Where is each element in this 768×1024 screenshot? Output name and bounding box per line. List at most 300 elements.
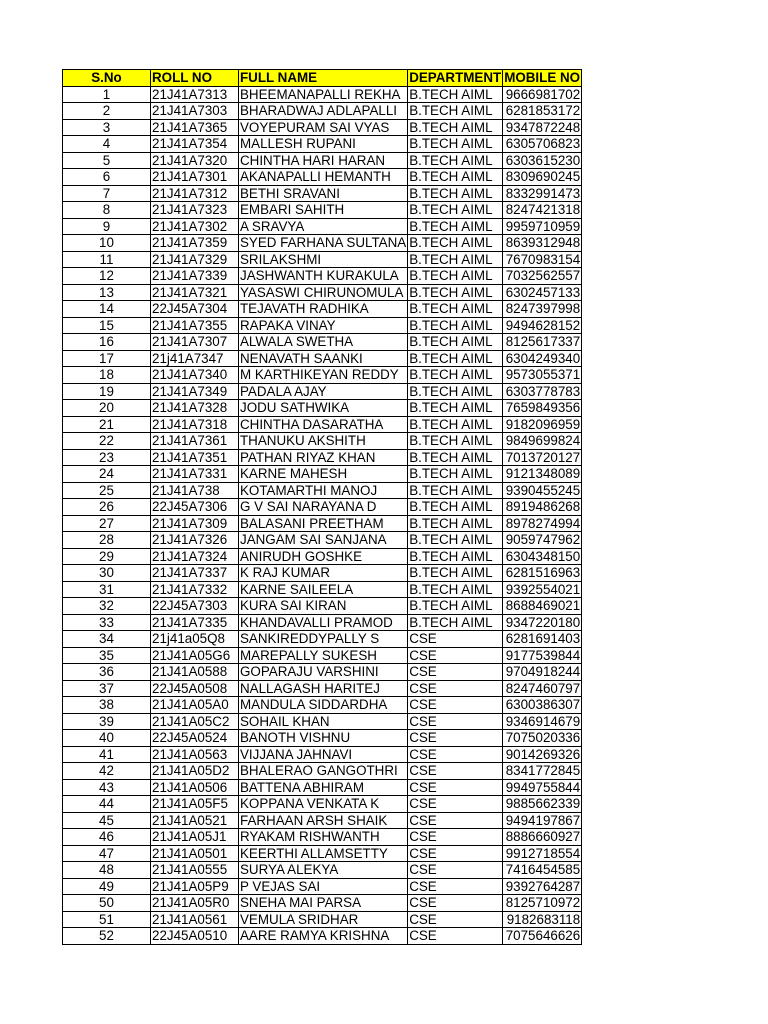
table-row bbox=[63, 268, 582, 285]
cell-roll-no[interactable]: 21J41A0501 bbox=[151, 845, 239, 862]
cell-department[interactable]: B.TECH AIML bbox=[408, 614, 503, 631]
cell-department[interactable]: B.TECH AIML bbox=[408, 433, 503, 450]
cell-department[interactable]: B.TECH AIML bbox=[408, 466, 503, 483]
cell-sno[interactable]: 40 bbox=[63, 730, 151, 747]
cell-department[interactable]: B.TECH AIML bbox=[408, 598, 503, 615]
cell-sno[interactable]: 4 bbox=[63, 136, 151, 153]
cell-full-name[interactable]: G V SAI NARAYANA D bbox=[239, 499, 408, 516]
cell-mobile-no[interactable]: 9573055371 bbox=[503, 367, 582, 384]
cell-mobile-no[interactable]: 9347220180 bbox=[503, 614, 582, 631]
cell-full-name[interactable]: KHANDAVALLI PRAMOD bbox=[239, 614, 408, 631]
cell-sno[interactable]: 39 bbox=[63, 713, 151, 730]
cell-sno[interactable]: 23 bbox=[63, 449, 151, 466]
cell-department[interactable]: CSE bbox=[408, 680, 503, 697]
cell-sno[interactable]: 31 bbox=[63, 581, 151, 598]
cell-department[interactable]: B.TECH AIML bbox=[408, 235, 503, 252]
cell-sno[interactable]: 52 bbox=[63, 928, 151, 945]
cell-full-name[interactable]: BANOTH VISHNU bbox=[239, 730, 408, 747]
cell-mobile-no[interactable]: 9182096959 bbox=[503, 416, 582, 433]
table-row bbox=[63, 350, 582, 367]
cell-roll-no[interactable]: 21J41A7355 bbox=[151, 317, 239, 334]
cell-roll-no[interactable]: 22J45A0510 bbox=[151, 928, 239, 945]
cell-mobile-no[interactable]: 8247460797 bbox=[503, 680, 582, 697]
table-row bbox=[63, 763, 582, 780]
cell-mobile-no[interactable]: 8247421318 bbox=[503, 202, 582, 219]
cell-full-name[interactable]: PATHAN RIYAZ KHAN bbox=[239, 449, 408, 466]
cell-department[interactable]: B.TECH AIML bbox=[408, 383, 503, 400]
cell-mobile-no[interactable]: 9177539844 bbox=[503, 647, 582, 664]
cell-roll-no[interactable]: 21J41A05J1 bbox=[151, 829, 239, 846]
cell-department[interactable]: B.TECH AIML bbox=[408, 103, 503, 120]
cell-sno[interactable]: 25 bbox=[63, 482, 151, 499]
table-row bbox=[63, 317, 582, 334]
cell-full-name[interactable]: ANIRUDH GOSHKE bbox=[239, 548, 408, 565]
cell-mobile-no[interactable]: 9014269326 bbox=[503, 746, 582, 763]
cell-department[interactable]: B.TECH AIML bbox=[408, 515, 503, 532]
table-row bbox=[63, 334, 582, 351]
cell-department[interactable]: CSE bbox=[408, 664, 503, 681]
cell-mobile-no[interactable]: 8341772845 bbox=[503, 763, 582, 780]
cell-sno[interactable]: 44 bbox=[63, 796, 151, 813]
header-sno[interactable]: S.No bbox=[63, 70, 151, 87]
cell-roll-no[interactable]: 21J41A7340 bbox=[151, 367, 239, 384]
cell-roll-no[interactable]: 21J41A7320 bbox=[151, 152, 239, 169]
cell-mobile-no[interactable]: 8688469021 bbox=[503, 598, 582, 615]
cell-department[interactable]: CSE bbox=[408, 796, 503, 813]
cell-full-name[interactable]: GOPARAJU VARSHINI bbox=[239, 664, 408, 681]
cell-full-name[interactable]: KEERTHI ALLAMSETTY bbox=[239, 845, 408, 862]
cell-roll-no[interactable]: 21J41A738 bbox=[151, 482, 239, 499]
cell-department[interactable]: B.TECH AIML bbox=[408, 482, 503, 499]
table-row bbox=[63, 416, 582, 433]
cell-roll-no[interactable]: 21J41A0563 bbox=[151, 746, 239, 763]
cell-sno[interactable]: 11 bbox=[63, 251, 151, 268]
cell-full-name[interactable]: FARHAAN ARSH SHAIK bbox=[239, 812, 408, 829]
cell-sno[interactable]: 28 bbox=[63, 532, 151, 549]
cell-sno[interactable]: 13 bbox=[63, 284, 151, 301]
table-row bbox=[63, 664, 582, 681]
cell-roll-no[interactable]: 21J41A0521 bbox=[151, 812, 239, 829]
cell-roll-no[interactable]: 22J45A7303 bbox=[151, 598, 239, 615]
cell-department[interactable]: B.TECH AIML bbox=[408, 152, 503, 169]
cell-roll-no[interactable]: 21J41A7307 bbox=[151, 334, 239, 351]
cell-mobile-no[interactable]: 6300386307 bbox=[503, 697, 582, 714]
table-row bbox=[63, 284, 582, 301]
cell-department[interactable]: CSE bbox=[408, 779, 503, 796]
cell-mobile-no[interactable]: 7032562557 bbox=[503, 268, 582, 285]
cell-full-name[interactable]: BATTENA ABHIRAM bbox=[239, 779, 408, 796]
cell-sno[interactable]: 35 bbox=[63, 647, 151, 664]
cell-mobile-no[interactable]: 9392764287 bbox=[503, 878, 582, 895]
table-row bbox=[63, 152, 582, 169]
cell-sno[interactable]: 17 bbox=[63, 350, 151, 367]
cell-department[interactable]: CSE bbox=[408, 895, 503, 912]
cell-mobile-no[interactable]: 8639312948 bbox=[503, 235, 582, 252]
cell-department[interactable]: B.TECH AIML bbox=[408, 367, 503, 384]
cell-mobile-no[interactable]: 6303778783 bbox=[503, 383, 582, 400]
cell-mobile-no[interactable]: 6304249340 bbox=[503, 350, 582, 367]
cell-full-name[interactable]: M KARTHIKEYAN REDDY bbox=[239, 367, 408, 384]
table-row bbox=[63, 697, 582, 714]
cell-department[interactable]: B.TECH AIML bbox=[408, 86, 503, 103]
header-full-name[interactable]: FULL NAME bbox=[239, 70, 408, 87]
cell-sno[interactable]: 48 bbox=[63, 862, 151, 879]
cell-sno[interactable]: 37 bbox=[63, 680, 151, 697]
cell-full-name[interactable]: SURYA ALEKYA bbox=[239, 862, 408, 879]
cell-mobile-no[interactable]: 7075646626 bbox=[503, 928, 582, 945]
cell-mobile-no[interactable]: 9885662339 bbox=[503, 796, 582, 813]
cell-mobile-no[interactable]: 7013720127 bbox=[503, 449, 582, 466]
cell-sno[interactable]: 15 bbox=[63, 317, 151, 334]
cell-sno[interactable]: 21 bbox=[63, 416, 151, 433]
cell-department[interactable]: CSE bbox=[408, 878, 503, 895]
table-row bbox=[63, 482, 582, 499]
cell-roll-no[interactable]: 21J41A7331 bbox=[151, 466, 239, 483]
cell-department[interactable]: CSE bbox=[408, 812, 503, 829]
table-row bbox=[63, 730, 582, 747]
cell-roll-no[interactable]: 21J41A7326 bbox=[151, 532, 239, 549]
cell-department[interactable]: CSE bbox=[408, 647, 503, 664]
cell-roll-no[interactable]: 21J41A7309 bbox=[151, 515, 239, 532]
cell-full-name[interactable]: SRILAKSHMI bbox=[239, 251, 408, 268]
cell-roll-no[interactable]: 21j41A7347 bbox=[151, 350, 239, 367]
cell-mobile-no[interactable]: 9494197867 bbox=[503, 812, 582, 829]
cell-mobile-no[interactable]: 6305706823 bbox=[503, 136, 582, 153]
cell-department[interactable]: B.TECH AIML bbox=[408, 251, 503, 268]
cell-roll-no[interactable]: 21J41A7323 bbox=[151, 202, 239, 219]
cell-full-name[interactable]: SANKIREDDYPALLY S bbox=[239, 631, 408, 648]
cell-mobile-no[interactable]: 7670983154 bbox=[503, 251, 582, 268]
cell-sno[interactable]: 51 bbox=[63, 911, 151, 928]
cell-department[interactable]: CSE bbox=[408, 730, 503, 747]
cell-sno[interactable]: 26 bbox=[63, 499, 151, 516]
cell-sno[interactable]: 12 bbox=[63, 268, 151, 285]
cell-roll-no[interactable]: 21J41A7332 bbox=[151, 581, 239, 598]
cell-mobile-no[interactable]: 8332991473 bbox=[503, 185, 582, 202]
cell-mobile-no[interactable]: 9347872248 bbox=[503, 119, 582, 136]
cell-sno[interactable]: 41 bbox=[63, 746, 151, 763]
cell-department[interactable]: B.TECH AIML bbox=[408, 449, 503, 466]
cell-roll-no[interactable]: 21J41A7351 bbox=[151, 449, 239, 466]
cell-sno[interactable]: 33 bbox=[63, 614, 151, 631]
cell-mobile-no[interactable]: 6281516963 bbox=[503, 565, 582, 582]
cell-mobile-no[interactable]: 9849699824 bbox=[503, 433, 582, 450]
cell-department[interactable]: CSE bbox=[408, 713, 503, 730]
cell-full-name[interactable]: BHARADWAJ ADLAPALLI bbox=[239, 103, 408, 120]
cell-roll-no[interactable]: 21J41A7328 bbox=[151, 400, 239, 417]
cell-full-name[interactable]: BHEEMANAPALLI REKHA bbox=[239, 86, 408, 103]
cell-mobile-no[interactable]: 9704918244 bbox=[503, 664, 582, 681]
cell-roll-no[interactable]: 21J41A05R0 bbox=[151, 895, 239, 912]
table-row bbox=[63, 466, 582, 483]
table-row bbox=[63, 532, 582, 549]
cell-department[interactable]: CSE bbox=[408, 845, 503, 862]
cell-mobile-no[interactable]: 8125617337 bbox=[503, 334, 582, 351]
cell-sno[interactable]: 24 bbox=[63, 466, 151, 483]
cell-roll-no[interactable]: 21J41A05P9 bbox=[151, 878, 239, 895]
table-row bbox=[63, 746, 582, 763]
table-row bbox=[63, 713, 582, 730]
cell-mobile-no[interactable]: 9912718554 bbox=[503, 845, 582, 862]
cell-full-name[interactable]: KOPPANA VENKATA K bbox=[239, 796, 408, 813]
cell-full-name[interactable]: JASHWANTH KURAKULA bbox=[239, 268, 408, 285]
cell-roll-no[interactable]: 21J41A7349 bbox=[151, 383, 239, 400]
cell-mobile-no[interactable]: 8247397998 bbox=[503, 301, 582, 318]
cell-roll-no[interactable]: 21J41A7339 bbox=[151, 268, 239, 285]
table-row bbox=[63, 251, 582, 268]
header-row bbox=[63, 70, 582, 87]
cell-full-name[interactable]: TEJAVATH RADHIKA bbox=[239, 301, 408, 318]
cell-mobile-no[interactable]: 8886660927 bbox=[503, 829, 582, 846]
cell-sno[interactable]: 42 bbox=[63, 763, 151, 780]
cell-department[interactable]: B.TECH AIML bbox=[408, 317, 503, 334]
cell-department[interactable]: B.TECH AIML bbox=[408, 301, 503, 318]
cell-roll-no[interactable]: 21J41A7361 bbox=[151, 433, 239, 450]
cell-roll-no[interactable]: 22J45A0508 bbox=[151, 680, 239, 697]
cell-full-name[interactable]: MALLESH RUPANI bbox=[239, 136, 408, 153]
table-row bbox=[63, 862, 582, 879]
cell-roll-no[interactable]: 21J41A7324 bbox=[151, 548, 239, 565]
table-row bbox=[63, 565, 582, 582]
cell-department[interactable]: CSE bbox=[408, 928, 503, 945]
cell-department[interactable]: B.TECH AIML bbox=[408, 532, 503, 549]
cell-roll-no[interactable]: 21J41A7365 bbox=[151, 119, 239, 136]
cell-full-name[interactable]: RAPAKA VINAY bbox=[239, 317, 408, 334]
cell-roll-no[interactable]: 21J41A0506 bbox=[151, 779, 239, 796]
header-roll-no[interactable]: ROLL NO bbox=[151, 70, 239, 87]
cell-roll-no[interactable]: 21J41A05C2 bbox=[151, 713, 239, 730]
cell-mobile-no[interactable]: 6304348150 bbox=[503, 548, 582, 565]
table-row bbox=[63, 367, 582, 384]
cell-full-name[interactable]: VOYEPURAM SAI VYAS bbox=[239, 119, 408, 136]
cell-full-name[interactable]: NENAVATH SAANKI bbox=[239, 350, 408, 367]
cell-roll-no[interactable]: 22J45A7304 bbox=[151, 301, 239, 318]
cell-full-name[interactable]: KOTAMARTHI MANOJ bbox=[239, 482, 408, 499]
cell-sno[interactable]: 20 bbox=[63, 400, 151, 417]
table-row bbox=[63, 680, 582, 697]
cell-department[interactable]: B.TECH AIML bbox=[408, 350, 503, 367]
cell-full-name[interactable]: MANDULA SIDDARDHA bbox=[239, 697, 408, 714]
table-row bbox=[63, 796, 582, 813]
cell-department[interactable]: B.TECH AIML bbox=[408, 334, 503, 351]
cell-sno[interactable]: 47 bbox=[63, 845, 151, 862]
cell-full-name[interactable]: K RAJ KUMAR bbox=[239, 565, 408, 582]
cell-full-name[interactable]: SYED FARHANA SULTANA bbox=[240, 235, 407, 251]
cell-department[interactable]: B.TECH AIML bbox=[408, 119, 503, 136]
cell-sno[interactable]: 3 bbox=[63, 119, 151, 136]
cell-mobile-no[interactable]: 8919486268 bbox=[503, 499, 582, 516]
table-row bbox=[63, 86, 582, 103]
cell-roll-no[interactable]: 21J41A7302 bbox=[151, 218, 239, 235]
cell-full-name[interactable]: BALASANI PREETHAM bbox=[239, 515, 408, 532]
cell-full-name[interactable]: CHINTHA DASARATHA bbox=[239, 416, 408, 433]
cell-roll-no[interactable]: 21J41A7303 bbox=[151, 103, 239, 120]
cell-full-name[interactable]: EMBARI SAHITH bbox=[239, 202, 408, 219]
cell-roll-no[interactable]: 22J45A7306 bbox=[151, 499, 239, 516]
cell-full-name[interactable]: NALLAGASH HARITEJ bbox=[239, 680, 408, 697]
cell-department[interactable]: B.TECH AIML bbox=[408, 400, 503, 417]
cell-department[interactable]: CSE bbox=[408, 829, 503, 846]
table-row bbox=[63, 598, 582, 615]
cell-mobile-no[interactable]: 9666981702 bbox=[503, 86, 582, 103]
cell-full-name[interactable]: YASASWI CHIRUNOMULA bbox=[239, 284, 408, 301]
cell-mobile-no[interactable]: 7075020336 bbox=[503, 730, 582, 747]
cell-sno[interactable]: 10 bbox=[63, 235, 151, 252]
cell-sno[interactable]: 6 bbox=[63, 169, 151, 186]
cell-roll-no[interactable]: 21J41A05F5 bbox=[151, 796, 239, 813]
cell-mobile-no[interactable]: 9390455245 bbox=[503, 482, 582, 499]
cell-roll-no[interactable]: 21J41A05A0 bbox=[151, 697, 239, 714]
cell-full-name[interactable]: RYAKAM RISHWANTH bbox=[239, 829, 408, 846]
cell-roll-no[interactable]: 21J41A0588 bbox=[151, 664, 239, 681]
cell-full-name[interactable]: KARNE MAHESH bbox=[239, 466, 408, 483]
table-row bbox=[63, 499, 582, 516]
cell-department[interactable]: B.TECH AIML bbox=[408, 202, 503, 219]
cell-full-name[interactable]: SOHAIL KHAN bbox=[239, 713, 408, 730]
cell-full-name[interactable]: PADALA AJAY bbox=[239, 383, 408, 400]
cell-sno[interactable]: 5 bbox=[63, 152, 151, 169]
cell-department[interactable]: B.TECH AIML bbox=[408, 218, 503, 235]
cell-sno[interactable]: 7 bbox=[63, 185, 151, 202]
cell-full-name[interactable]: AKANAPALLI HEMANTH bbox=[239, 169, 408, 186]
cell-full-name[interactable]: P VEJAS SAI bbox=[239, 878, 408, 895]
cell-department[interactable]: B.TECH AIML bbox=[408, 499, 503, 516]
cell-full-name[interactable]: VEMULA SRIDHAR bbox=[239, 911, 408, 928]
cell-roll-no[interactable]: 21J41A7321 bbox=[151, 284, 239, 301]
cell-sno[interactable]: 8 bbox=[63, 202, 151, 219]
cell-sno[interactable]: 46 bbox=[63, 829, 151, 846]
table-row bbox=[63, 928, 582, 945]
cell-sno[interactable]: 1 bbox=[63, 86, 151, 103]
cell-sno[interactable]: 27 bbox=[63, 515, 151, 532]
cell-roll-no[interactable]: 21j41a05Q8 bbox=[151, 631, 239, 648]
cell-department[interactable]: B.TECH AIML bbox=[408, 169, 503, 186]
cell-full-name[interactable]: A SRAVYA bbox=[239, 218, 408, 235]
cell-mobile-no[interactable]: 9494628152 bbox=[503, 317, 582, 334]
cell-department[interactable]: CSE bbox=[408, 697, 503, 714]
cell-roll-no[interactable]: 22J45A0524 bbox=[151, 730, 239, 747]
cell-department[interactable]: B.TECH AIML bbox=[408, 284, 503, 301]
cell-roll-no[interactable]: 21J41A7301 bbox=[151, 169, 239, 186]
cell-sno[interactable]: 43 bbox=[63, 779, 151, 796]
cell-department[interactable]: B.TECH AIML bbox=[408, 268, 503, 285]
cell-sno[interactable]: 34 bbox=[63, 631, 151, 648]
cell-mobile-no[interactable]: 7659849356 bbox=[503, 400, 582, 417]
cell-sno[interactable]: 29 bbox=[63, 548, 151, 565]
cell-roll-no[interactable]: 21J41A7337 bbox=[151, 565, 239, 582]
cell-sno[interactable]: 49 bbox=[63, 878, 151, 895]
cell-sno[interactable]: 9 bbox=[63, 218, 151, 235]
cell-department[interactable]: B.TECH AIML bbox=[408, 185, 503, 202]
cell-department[interactable]: B.TECH AIML bbox=[408, 416, 503, 433]
cell-mobile-no[interactable]: 8309690245 bbox=[503, 169, 582, 186]
cell-sno[interactable]: 14 bbox=[63, 301, 151, 318]
cell-sno[interactable]: 38 bbox=[63, 697, 151, 714]
cell-mobile-no[interactable]: 8125710972 bbox=[503, 895, 582, 912]
cell-department[interactable]: B.TECH AIML bbox=[408, 548, 503, 565]
cell-full-name[interactable]: BETHI SRAVANI bbox=[239, 185, 408, 202]
cell-full-name[interactable]: KURA SAI KIRAN bbox=[239, 598, 408, 615]
cell-mobile-no[interactable]: 6281691403 bbox=[503, 631, 582, 648]
cell-department[interactable]: B.TECH AIML bbox=[408, 565, 503, 582]
cell-mobile-no[interactable]: 9346914679 bbox=[503, 713, 582, 730]
cell-full-name[interactable]: ALWALA SWETHA bbox=[239, 334, 408, 351]
cell-sno[interactable]: 32 bbox=[63, 598, 151, 615]
cell-mobile-no[interactable]: 9959710959 bbox=[503, 218, 582, 235]
cell-mobile-no[interactable]: 9392554021 bbox=[503, 581, 582, 598]
cell-full-name[interactable]: THANUKU AKSHITH bbox=[239, 433, 408, 450]
cell-sno[interactable]: 18 bbox=[63, 367, 151, 384]
cell-sno[interactable]: 19 bbox=[63, 383, 151, 400]
cell-sno[interactable]: 22 bbox=[63, 433, 151, 450]
cell-full-name[interactable]: BHALERAO GANGOTHRI bbox=[239, 763, 408, 780]
cell-roll-no[interactable]: 21J41A0555 bbox=[151, 862, 239, 879]
cell-mobile-no[interactable]: 7416454585 bbox=[503, 862, 582, 879]
cell-mobile-no[interactable]: 9182683118 bbox=[503, 911, 582, 928]
cell-mobile-no[interactable]: 6303615230 bbox=[503, 152, 582, 169]
cell-roll-no[interactable]: 21J41A7335 bbox=[151, 614, 239, 631]
cell-full-name[interactable]: JANGAM SAI SANJANA bbox=[239, 532, 408, 549]
cell-department[interactable]: CSE bbox=[408, 763, 503, 780]
table-row bbox=[63, 218, 582, 235]
cell-sno[interactable]: 30 bbox=[63, 565, 151, 582]
table-row bbox=[63, 812, 582, 829]
header-mobile-no[interactable]: MOBILE NO bbox=[504, 70, 581, 86]
cell-full-name[interactable]: SNEHA MAI PARSA bbox=[239, 895, 408, 912]
cell-sno[interactable]: 36 bbox=[63, 664, 151, 681]
cell-roll-no[interactable]: 21J41A7354 bbox=[151, 136, 239, 153]
cell-roll-no[interactable]: 21J41A7313 bbox=[151, 86, 239, 103]
cell-mobile-no[interactable]: 9121348089 bbox=[503, 466, 582, 483]
cell-roll-no[interactable]: 21J41A05D2 bbox=[151, 763, 239, 780]
cell-sno[interactable]: 45 bbox=[63, 812, 151, 829]
cell-full-name[interactable]: AARE RAMYA KRISHNA bbox=[239, 928, 408, 945]
table-row bbox=[63, 779, 582, 796]
cell-full-name[interactable]: MAREPALLY SUKESH bbox=[239, 647, 408, 664]
cell-department[interactable]: CSE bbox=[408, 862, 503, 879]
cell-roll-no[interactable]: 21J41A7359 bbox=[151, 235, 239, 252]
cell-mobile-no[interactable]: 6281853172 bbox=[503, 103, 582, 120]
cell-department[interactable]: CSE bbox=[408, 911, 503, 928]
cell-mobile-no[interactable]: 9949755844 bbox=[503, 779, 582, 796]
cell-roll-no[interactable]: 21J41A7318 bbox=[151, 416, 239, 433]
cell-roll-no[interactable]: 21J41A7329 bbox=[151, 251, 239, 268]
cell-sno[interactable]: 16 bbox=[63, 334, 151, 351]
table-row bbox=[63, 169, 582, 186]
table-row bbox=[63, 647, 582, 664]
cell-roll-no[interactable]: 21J41A05G6 bbox=[151, 647, 239, 664]
table-row bbox=[63, 548, 582, 565]
cell-department[interactable]: CSE bbox=[408, 631, 503, 648]
cell-mobile-no[interactable]: 6302457133 bbox=[503, 284, 582, 301]
table-row bbox=[63, 581, 582, 598]
header-department[interactable]: DEPARTMENT bbox=[409, 70, 502, 86]
cell-mobile-no[interactable]: 9059747962 bbox=[503, 532, 582, 549]
cell-department[interactable]: CSE bbox=[408, 746, 503, 763]
cell-sno[interactable]: 2 bbox=[63, 103, 151, 120]
cell-sno[interactable]: 50 bbox=[63, 895, 151, 912]
table-row bbox=[63, 103, 582, 120]
cell-roll-no[interactable]: 21J41A0561 bbox=[151, 911, 239, 928]
cell-full-name[interactable]: CHINTHA HARI HARAN bbox=[239, 152, 408, 169]
cell-roll-no[interactable]: 21J41A7312 bbox=[151, 185, 239, 202]
cell-mobile-no[interactable]: 8978274994 bbox=[503, 515, 582, 532]
cell-full-name[interactable]: VIJJANA JAHNAVI bbox=[239, 746, 408, 763]
cell-full-name[interactable]: JODU SATHWIKA bbox=[239, 400, 408, 417]
cell-department[interactable]: B.TECH AIML bbox=[408, 581, 503, 598]
cell-department[interactable]: B.TECH AIML bbox=[408, 136, 503, 153]
cell-full-name[interactable]: KARNE SAILEELA bbox=[239, 581, 408, 598]
